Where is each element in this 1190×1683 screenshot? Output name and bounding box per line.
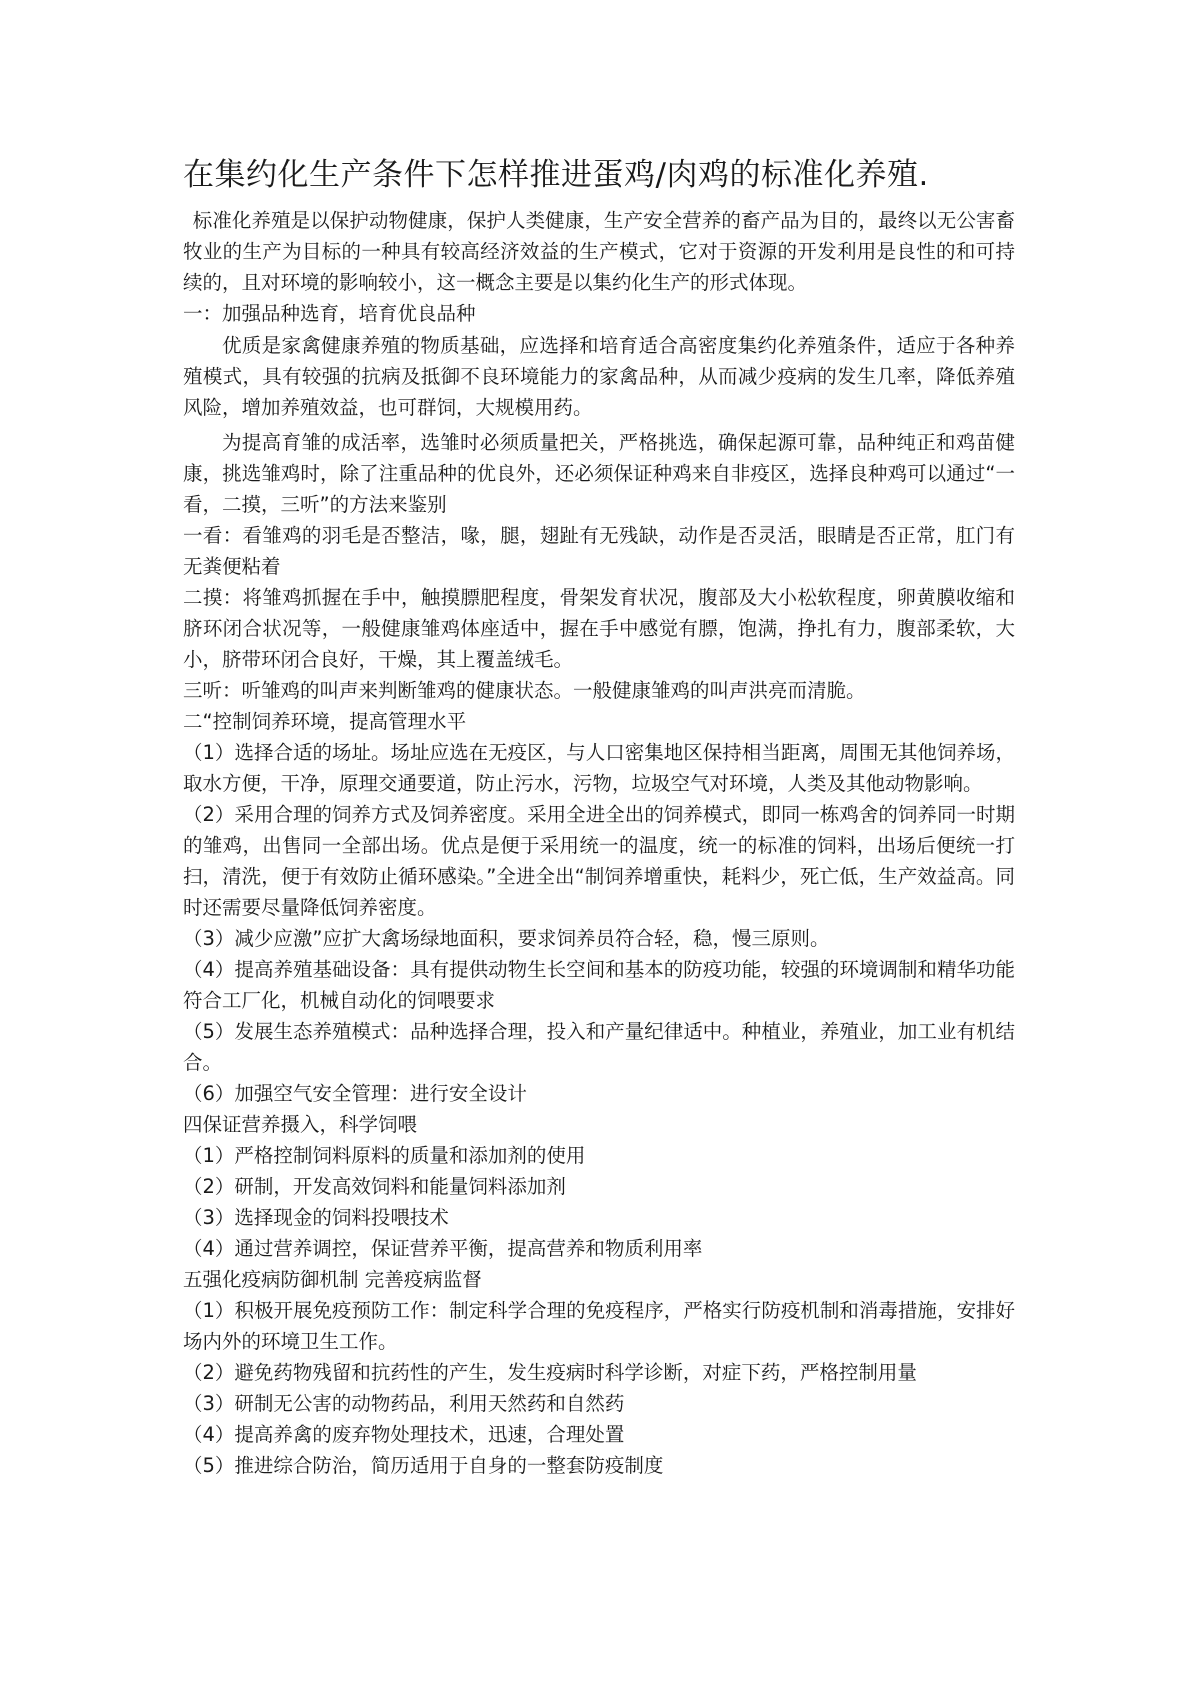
list-item: （2）研制，开发高效饲料和能量饲料添加剂 <box>183 1175 566 1198</box>
list-item: （4）提高养殖基础设备：具有提供动物生长空间和基本的防疫功能，较强的环境调制和精华功能符合工厂化，机械自动化的饲喂要求 <box>183 958 1015 1012</box>
body-paragraph: 为提高育雏的成活率，选雏时必须质量把关，严格挑选，确保起源可靠，品种纯正和鸡苗健康，挑选雏鸡时，除了注重品种的优良外，还必须保证种鸡来自非疫区，选择良种鸡可以通过“一看，二摸，三听”的方法来鉴别 <box>183 431 1015 516</box>
list-item: （1）积极开展免疫预防工作：制定科学合理的免疫程序，严格实行防疫机制和消毒措施，安排好场内外的环境卫生工作。 <box>183 1299 1015 1353</box>
list-item: （2）避免药物残留和抗药性的产生，发生疫病时科学诊断，对症下药，严格控制用量 <box>183 1361 917 1384</box>
list-item: （5）发展生态养殖模式：品种选择合理，投入和产量纪律适中。种植业，养殖业，加工业有机结合。 <box>183 1020 1015 1074</box>
list-item: （3）选择现金的饲料投喂技术 <box>183 1206 449 1229</box>
body-paragraph: 二摸：将雏鸡抓握在手中，触摸膘肥程度，骨架发育状况，腹部及大小松软程度，卵黄膜收缩和脐环闭合状况等，一般健康雏鸡体座适中，握在手中感觉有膘，饱满，挣扎有力，腹部柔软，大小，脐带环闭合良好，干燥，其上覆盖绒毛。 <box>183 586 1015 671</box>
list-item: （6）加强空气安全管理：进行安全设计 <box>183 1082 527 1105</box>
list-item: （5）推进综合防治，简历适用于自身的一整套防疫制度 <box>183 1454 664 1477</box>
document-title: 在集约化生产条件下怎样推进蛋鸡/肉鸡的标准化养殖. <box>183 157 929 193</box>
section-heading-1: 一：加强品种选育，培育优良品种 <box>183 302 476 325</box>
body-paragraph: 一看：看雏鸡的羽毛是否整洁，喙，腿，翅趾有无残缺，动作是否灵活，眼睛是否正常，肛门有无粪便粘着 <box>183 524 1015 578</box>
list-item: （3）研制无公害的动物药品，利用天然药和自然药 <box>183 1392 625 1415</box>
intro-paragraph: 标准化养殖是以保护动物健康，保护人类健康，生产安全营养的畜产品为目的，最终以无公害畜牧业的生产为目标的一种具有较高经济效益的生产模式，它对于资源的开发利用是良性的和可持续的，且对环境的影响较小，这一概念主要是以集约化生产的形式体现。 <box>183 209 1015 294</box>
list-item: （2）采用合理的饲养方式及饲养密度。采用全进全出的饲养模式，即同一栋鸡舍的饲养同一时期的雏鸡，出售同一全部出场。优点是便于采用统一的温度，统一的标准的饲料，出场后便统一打扫，清洗，便于有效防止循环感染。”全进全出“制饲养增重快，耗料少，死亡低，生产效益高。同时还需要尽量降低饲养密度。 <box>183 803 1015 919</box>
list-item: （3）减少应激”应扩大禽场绿地面积，要求饲养员符合轻，稳，慢三原则。 <box>183 927 830 950</box>
body-paragraph: 三听：听雏鸡的叫声来判断雏鸡的健康状态。一般健康雏鸡的叫声洪亮而清脆。 <box>183 679 866 702</box>
section-heading-2: 二“控制饲养环境，提高管理水平 <box>183 710 467 733</box>
list-item: （4）提高养禽的废弃物处理技术，迅速，合理处置 <box>183 1423 625 1446</box>
list-item: （1）严格控制饲料原料的质量和添加剂的使用 <box>183 1144 586 1167</box>
section-heading-5: 五强化疫病防御机制 完善疫病监督 <box>183 1268 482 1291</box>
list-item: （1）选择合适的场址。场址应选在无疫区，与人口密集地区保持相当距离，周围无其他饲养场，取水方便，干净，原理交通要道，防止污水，污物，垃圾空气对环境，人类及其他动物影响。 <box>183 741 1015 795</box>
section-heading-4: 四保证营养摄入，科学饲喂 <box>183 1113 418 1136</box>
list-item: （4）通过营养调控，保证营养平衡，提高营养和物质利用率 <box>183 1237 703 1260</box>
body-paragraph: 优质是家禽健康养殖的物质基础，应选择和培育适合高密度集约化养殖条件，适应于各种养殖模式，具有较强的抗病及抵御不良环境能力的家禽品种，从而减少疫病的发生几率，降低养殖风险，增加养殖效益，也可群饲，大规模用药。 <box>183 334 1015 419</box>
document-page <box>183 155 1015 1481</box>
